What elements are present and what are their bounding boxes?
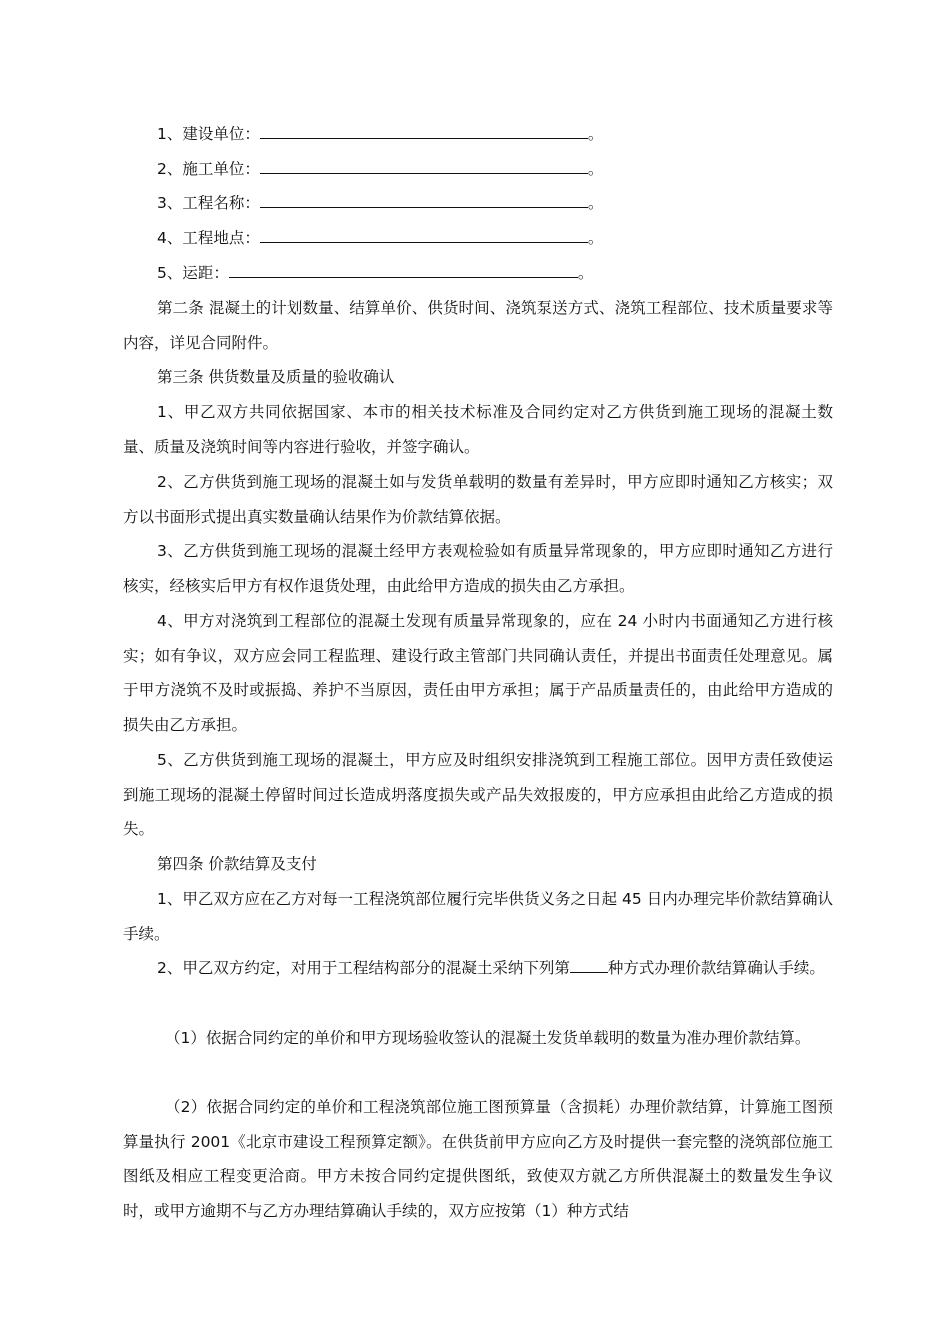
article-3-clause-3: 3、乙方供货到施工现场的混凝土经甲方表观检验如有质量异常现象的，甲方应即时通知乙方进行核实，经核实后甲方有权作退货处理，由此给甲方造成的损失由乙方承担。: [123, 542, 833, 595]
field-end: 。: [577, 264, 594, 282]
fill-blank[interactable]: [260, 225, 588, 243]
clause-2-text-b: 种方式办理价款结算确认手续。: [607, 959, 825, 977]
article-4-clause-2: [123, 951, 833, 986]
fill-blank[interactable]: [229, 260, 578, 278]
settlement-option-2: （2）依据合同约定的单价和工程浇筑部位施工图预算量（含损耗）办理价款结算，计算施工图预算量执行 2001《北京市建设工程预算定额》。在供货前甲方应向乙方及时提供一套完整的浇筑部位施工图纸及相应工程变更洽商。甲方未按合同约定提供图纸，致使双方就乙方所供混凝土的数量发生争议时，或甲方逾期不与乙方办理结算确认手续的，双方应按第（1）种方式结: [123, 1098, 833, 1220]
article-3-title: 第三条 供货数量及质量的验收确认: [157, 368, 395, 386]
fill-blank[interactable]: [260, 190, 588, 208]
article-3-clause-4: 4、甲方对浇筑到工程部位的混凝土发现有质量异常现象的，应在 24 小时内书面通知乙方进行核实；如有争议，双方应会同工程监理、建设行政主管部门共同确认责任，并提出书面责任处理意见。属于甲方浇筑不及时或振捣、养护不当原因，责任由甲方承担；属于产品质量责任的，由此给甲方造成的损失由乙方承担。: [123, 612, 833, 734]
field-distance: [157, 260, 593, 284]
field-project-location: [157, 225, 603, 249]
method-choice-blank[interactable]: [570, 955, 608, 973]
field-end: 。: [587, 229, 604, 247]
field-label: 2、施工单位：: [157, 160, 260, 178]
field-label: 4、工程地点：: [157, 229, 260, 247]
article-3-clause-5: 5、乙方供货到施工现场的混凝土，甲方应及时组织安排浇筑到工程施工部位。因甲方责任致使运到施工现场的混凝土停留时间过长造成坍落度损失或产品失效报废的，甲方应承担由此给乙方造成的损失。: [123, 751, 833, 838]
field-end: 。: [587, 125, 604, 143]
field-label: 1、建设单位：: [157, 125, 260, 143]
article-3-clause-2: 2、乙方供货到施工现场的混凝土如与发货单载明的数量有差异时，甲方应即时通知乙方核实；双方以书面形式提出真实数量确认结果作为价款结算依据。: [123, 473, 833, 526]
article-3-clause-1: 1、甲乙双方共同依据国家、本市的相关技术标准及合同约定对乙方供货到施工现场的混凝土数量、质量及浇筑时间等内容进行验收，并签字确认。: [123, 403, 833, 456]
field-construction-unit: [157, 121, 603, 145]
settlement-option-1: （1）依据合同约定的单价和甲方现场验收签认的混凝土发货单载明的数量为准办理价款结算。: [165, 1029, 811, 1047]
field-end: 。: [587, 160, 604, 178]
field-end: 。: [587, 194, 604, 212]
article-4-clause-1: 1、甲乙双方应在乙方对每一工程浇筑部位履行完毕供货义务之日起 45 日内办理完毕价款结算确认手续。: [123, 890, 833, 943]
fill-blank[interactable]: [260, 156, 588, 174]
field-project-name: [157, 190, 603, 214]
field-builder-unit: [157, 156, 603, 180]
clause-2-text-a: 2、甲乙双方约定，对用于工程结构部分的混凝土采纳下列第: [157, 959, 570, 977]
article-2: 第二条 混凝土的计划数量、结算单价、供货时间、浇筑泵送方式、浇筑工程部位、技术质量要求等内容，详见合同附件。: [123, 299, 833, 352]
article-4-title: 第四条 价款结算及支付: [157, 855, 317, 873]
field-label: 3、工程名称：: [157, 194, 260, 212]
fill-blank[interactable]: [260, 121, 588, 139]
field-label: 5、运距：: [157, 264, 229, 282]
